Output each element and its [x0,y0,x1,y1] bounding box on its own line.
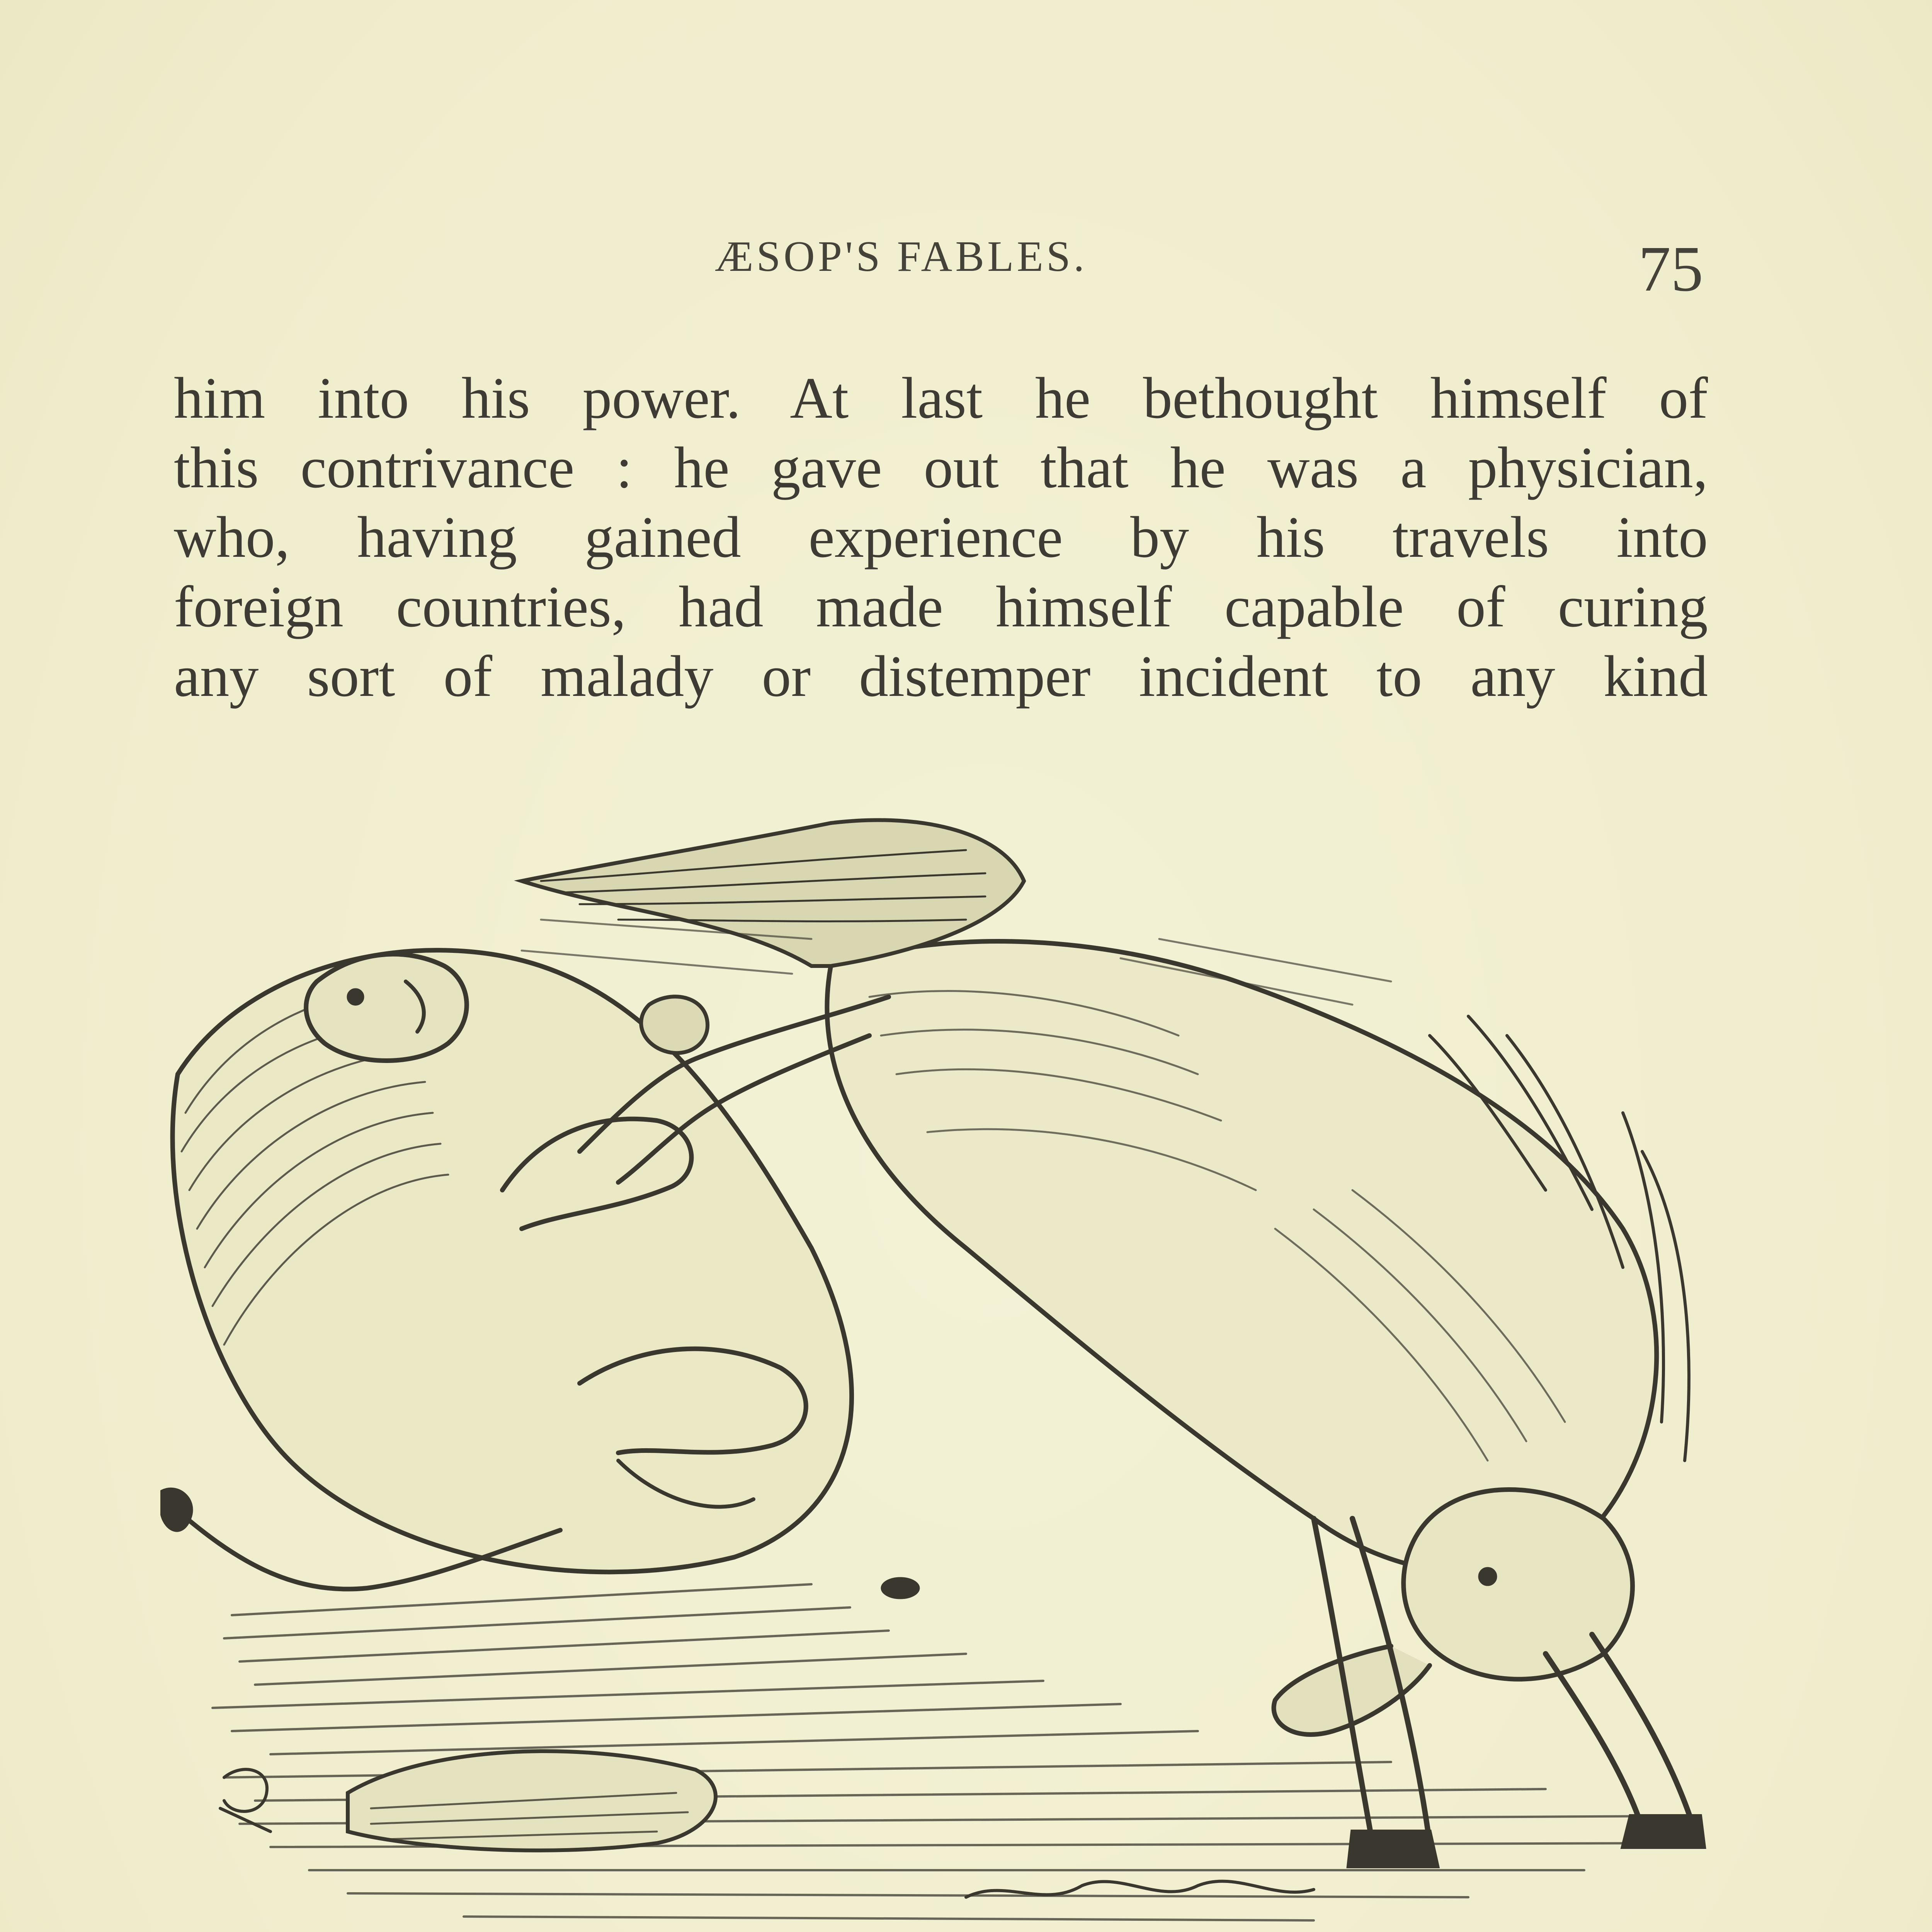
text-line: who, having gained experience by his travels into [174,505,1708,570]
lion-and-horse-engraving [155,765,1708,1932]
text-line: foreign countries, had made himself capable of curing [174,574,1708,639]
text-line: any sort of malady or distemper incident to any kind [174,644,1708,709]
page-number: 75 [1638,233,1703,305]
text-line: him into his power. At last he bethought himself of [174,366,1708,430]
running-head-title: ÆSOP'S FABLES. [715,233,1088,281]
text-line: this contrivance : he gave out that he was a physician, [174,435,1708,500]
paragraph-top [174,363,1708,711]
